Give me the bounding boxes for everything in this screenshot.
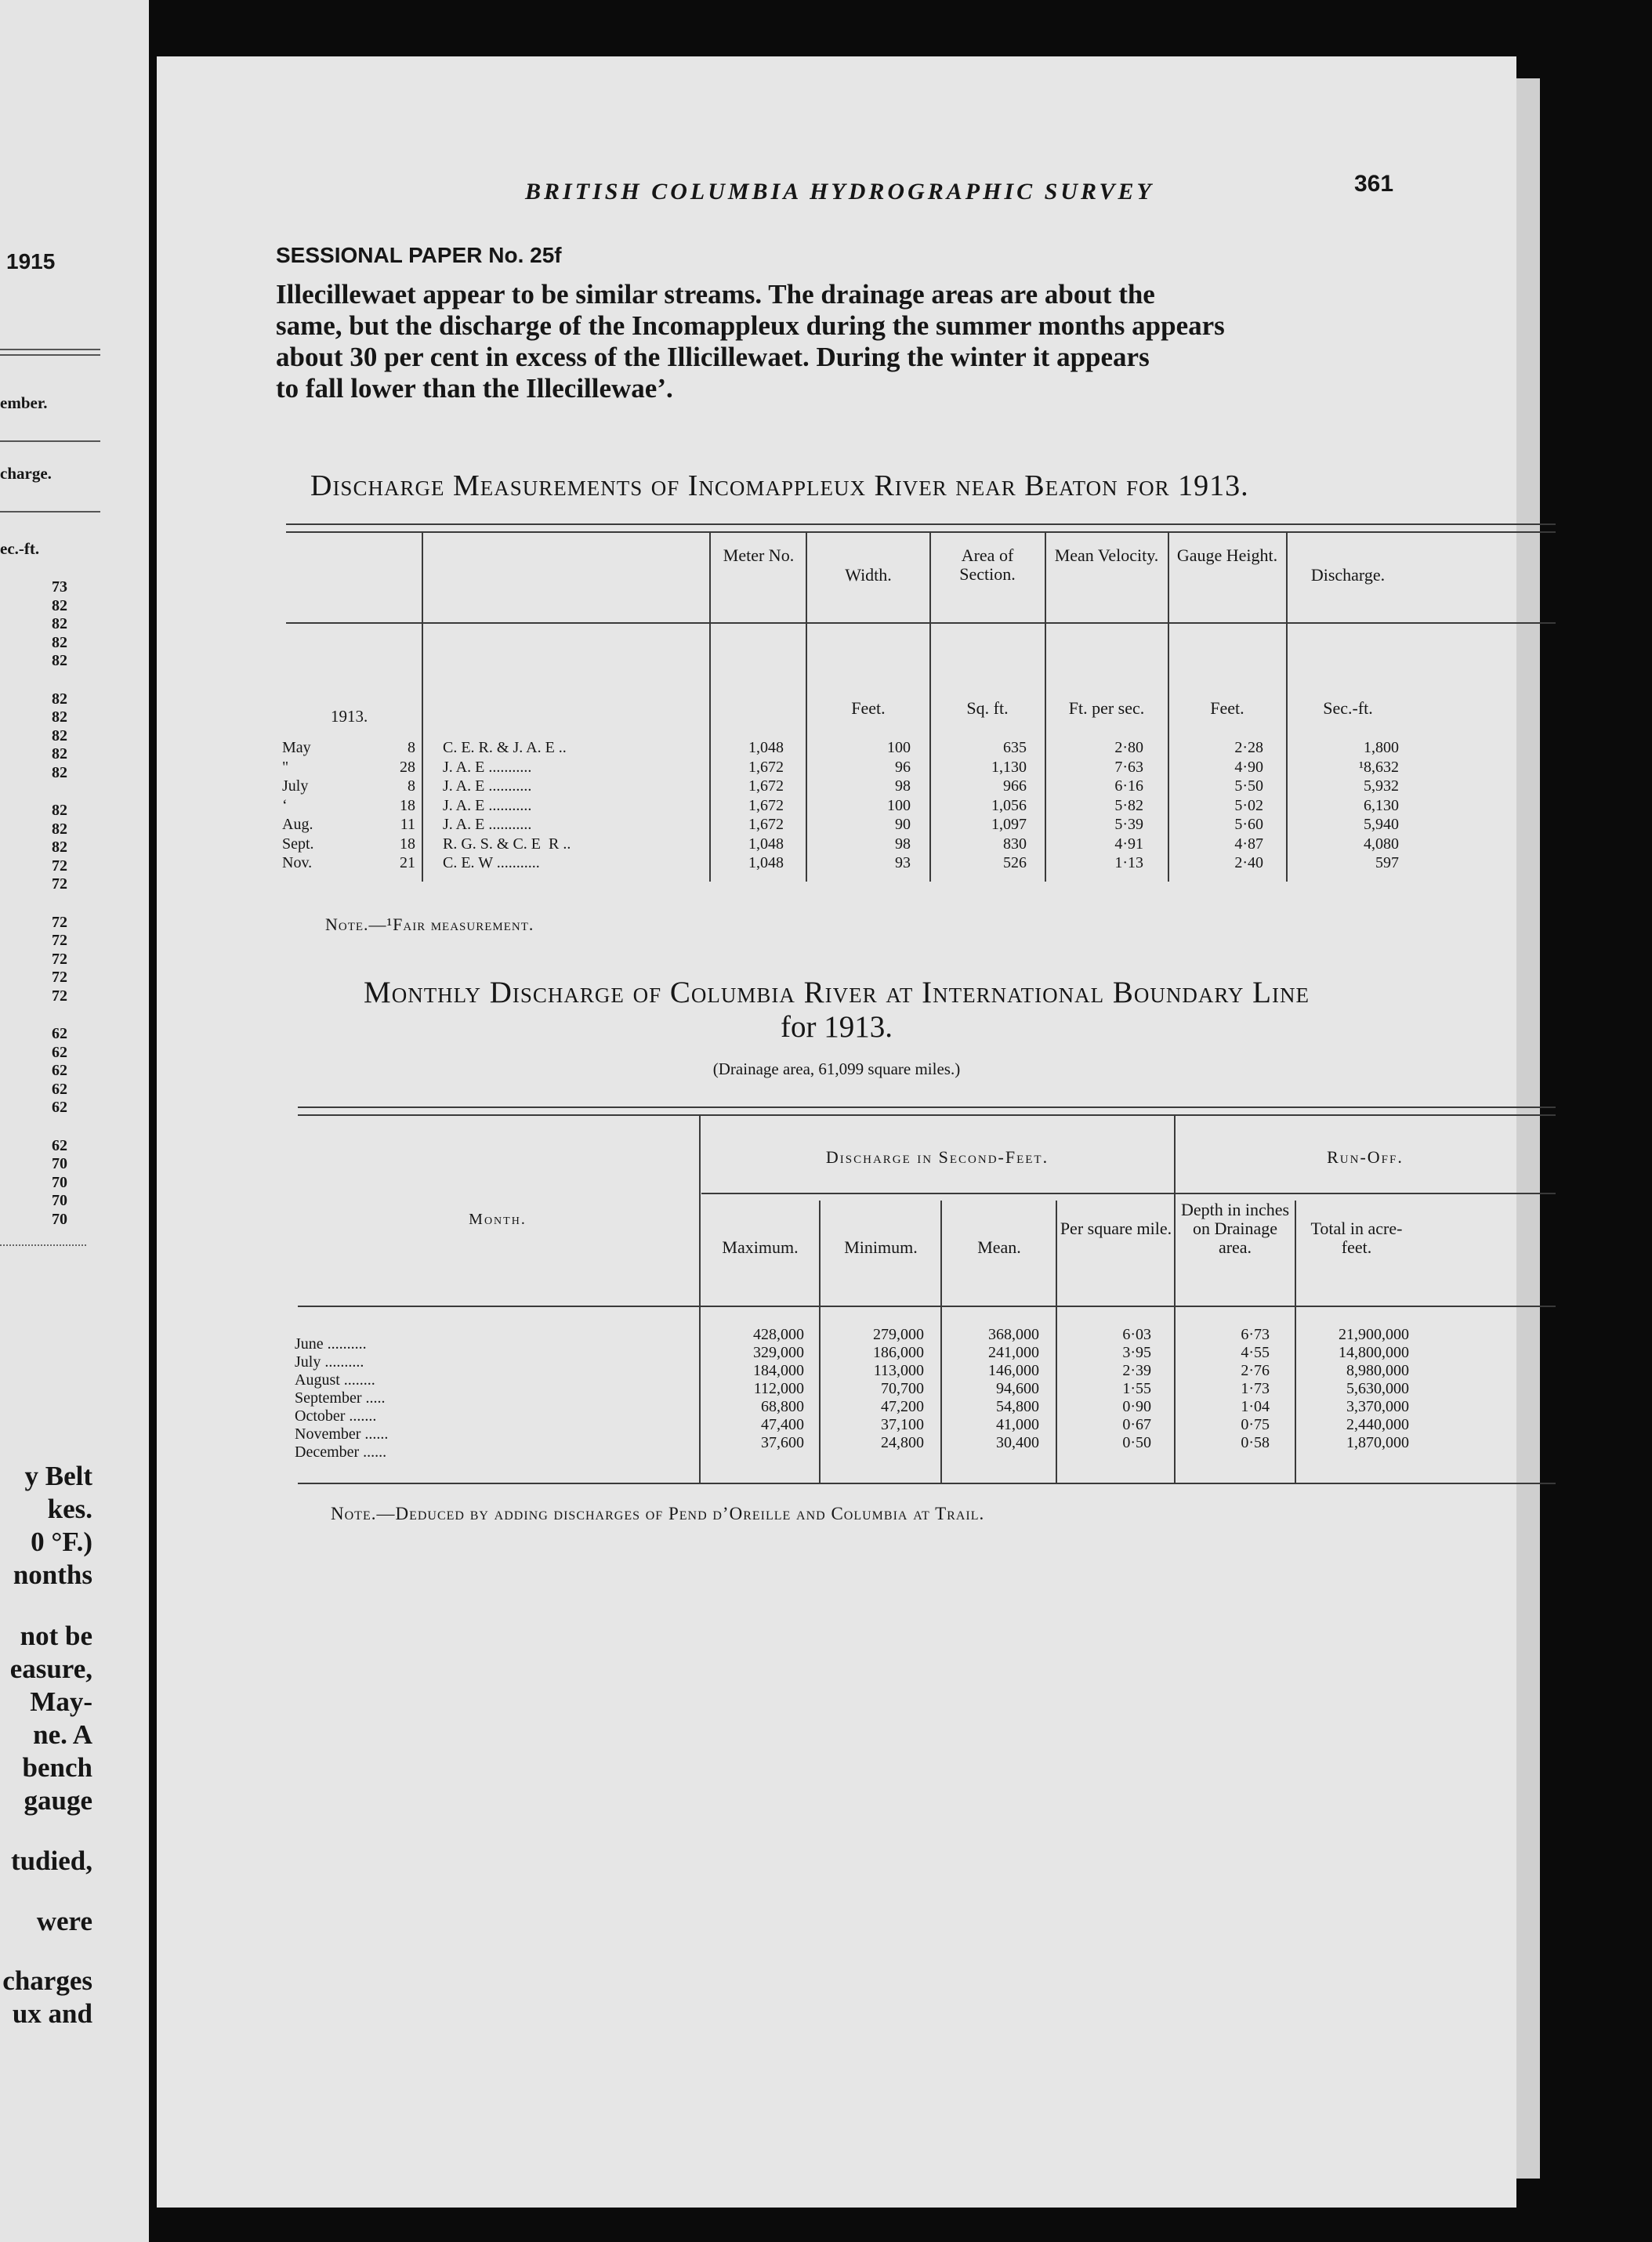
page-number: 361 bbox=[1354, 171, 1394, 197]
facing-page-text-line: ux and bbox=[12, 1998, 92, 2029]
facing-page-number: 82 bbox=[52, 802, 67, 819]
facing-page-fragment bbox=[0, 0, 149, 2242]
col-header-area: Area of Section. bbox=[959, 545, 1016, 584]
facing-page-number: 82 bbox=[52, 615, 67, 632]
facing-page-number: 62 bbox=[52, 1043, 67, 1061]
table2-note: Note.—Deduced by adding discharges of Pend d’Oreille and Columbia at Trail. bbox=[331, 1504, 985, 1523]
col-header-minimum: Minimum. bbox=[844, 1237, 918, 1257]
facing-page-number: 82 bbox=[52, 633, 67, 651]
col-header-width: Width. bbox=[845, 565, 892, 585]
col-minimum-values: 279,000 186,000 113,000 70,700 47,200 37,100 24,800 bbox=[873, 1326, 924, 1451]
col-depth-values: 6·73 4·55 2·76 1·73 1·04 0·75 0·58 bbox=[1241, 1326, 1270, 1451]
facing-page-number: 72 bbox=[52, 987, 67, 1005]
col-header-per-mile: Per square mile. bbox=[1060, 1219, 1172, 1238]
facing-page-text-line: y Belt bbox=[24, 1461, 92, 1491]
facing-page-text-line: nonths bbox=[13, 1559, 92, 1590]
unit-velocity: Ft. per sec. bbox=[1068, 698, 1145, 718]
col-header-gauge: Gauge Height. bbox=[1176, 545, 1278, 565]
facing-page-number: 72 bbox=[52, 857, 67, 875]
facing-page-number: 70 bbox=[52, 1192, 67, 1209]
col-gauge-values: 2·28 4·90 5·50 5·02 5·60 4·87 2·40 bbox=[1234, 739, 1263, 871]
facing-page-text-line: kes. bbox=[47, 1494, 92, 1524]
facing-page-number: 72 bbox=[52, 950, 67, 968]
facing-page-number: 82 bbox=[52, 838, 67, 856]
col-velocity-values: 2·80 7·63 6·16 5·82 5·39 4·91 1·13 bbox=[1114, 739, 1143, 871]
col-header-mean: Mean. bbox=[977, 1237, 1021, 1257]
table1-year: 1913. bbox=[331, 707, 368, 726]
intro-line: same, but the discharge of the Incomappleux during the summer months appears bbox=[276, 310, 1225, 341]
col-header-discharge: Discharge. bbox=[1310, 565, 1386, 585]
facing-page-number: 62 bbox=[52, 1025, 67, 1042]
col-mean-values: 368,000 241,000 146,000 94,600 54,800 41,000 30,400 bbox=[988, 1326, 1039, 1451]
intro-line: to fall lower than the Illecillewae’. bbox=[276, 373, 673, 404]
col-total-values: 21,900,000 14,800,000 8,980,000 5,630,000 3,370,000 2,440,000 1,870,000 bbox=[1339, 1326, 1409, 1451]
table2-title: Monthly Discharge of Columbia River at International Boundary Line bbox=[364, 976, 1310, 1009]
sessional-paper-label: SESSIONAL PAPER No. 25f bbox=[276, 243, 562, 267]
group-header-discharge: Discharge in Second-Feet. bbox=[825, 1147, 1049, 1167]
facing-page-number: 62 bbox=[52, 1080, 67, 1098]
facing-page-text-line: easure, bbox=[9, 1653, 92, 1684]
facing-page-number: 82 bbox=[52, 745, 67, 762]
facing-page-number: 72 bbox=[52, 913, 67, 931]
col-area-values: 635 1,130 966 1,056 1,097 830 526 bbox=[991, 739, 1027, 871]
col-maximum-values: 428,000 329,000 184,000 112,000 68,800 47,400 37,600 bbox=[753, 1326, 804, 1451]
facing-page-number: 62 bbox=[52, 1099, 67, 1116]
facing-page-text-line: gauge bbox=[24, 1785, 92, 1816]
col-header-total: Total in acre-feet. bbox=[1310, 1219, 1403, 1257]
unit-gauge: Feet. bbox=[1210, 698, 1244, 718]
facing-page-number: 70 bbox=[52, 1210, 67, 1228]
running-title: BRITISH COLUMBIA HYDROGRAPHIC SURVEY bbox=[525, 179, 1154, 205]
facing-page-number: 70 bbox=[52, 1155, 67, 1172]
table1-note: Note.—¹Fair measurement. bbox=[325, 915, 534, 934]
table1-title: Discharge Measurements of Incomappleux River near Beaton for 1913. bbox=[310, 469, 1249, 502]
facing-page-text-line: May- bbox=[30, 1686, 92, 1717]
facing-page-year: 1915 bbox=[6, 249, 56, 273]
group-header-runoff: Run-Off. bbox=[1327, 1147, 1404, 1167]
facing-page-number: 62 bbox=[52, 1136, 67, 1154]
facing-page-text-line: were bbox=[36, 1906, 92, 1936]
col-month-values: June .......... July .......... August ........ September ..... October ....... November ...... December ...... bbox=[295, 1335, 389, 1461]
table2-title-year: for 1913. bbox=[781, 1010, 893, 1044]
facing-page-number: 82 bbox=[52, 596, 67, 614]
facing-page-text-line: 0 °F.) bbox=[31, 1527, 92, 1557]
facing-page-number: 82 bbox=[52, 726, 67, 744]
facing-page-number: 82 bbox=[52, 820, 67, 838]
facing-page-number: 70 bbox=[52, 1173, 67, 1191]
facing-page-number: 72 bbox=[52, 875, 67, 893]
facing-page-discharge-fragment: charge. bbox=[0, 464, 52, 483]
intro-line: Illecillewaet appear to be similar streams. The drainage areas are about the bbox=[276, 279, 1155, 310]
table2-subtitle: (Drainage area, 61,099 square miles.) bbox=[712, 1059, 961, 1078]
facing-page-text-line: ne. A bbox=[33, 1719, 92, 1750]
col-header-maximum: Maximum. bbox=[722, 1237, 799, 1257]
unit-area: Sq. ft. bbox=[966, 698, 1009, 718]
document-page bbox=[157, 56, 1516, 2208]
unit-discharge: Sec.-ft. bbox=[1323, 698, 1373, 718]
facing-page-number: 72 bbox=[52, 969, 67, 986]
col-header-meter: Meter No. bbox=[723, 545, 795, 565]
col-month: May " July ‘ Aug. Sept. Nov. bbox=[282, 739, 314, 871]
page-edge bbox=[1516, 78, 1540, 2179]
facing-page-text-line: bench bbox=[22, 1752, 92, 1783]
facing-page-text-line: not be bbox=[20, 1621, 92, 1651]
facing-page-month-fragment: ember. bbox=[0, 393, 48, 412]
facing-page-number: 62 bbox=[52, 1062, 67, 1079]
col-width-values: 100 96 98 100 90 98 93 bbox=[887, 739, 911, 871]
facing-page-number: 82 bbox=[52, 652, 67, 669]
facing-page-number: 82 bbox=[52, 708, 67, 726]
col-discharge-values: 1,800 ¹8,632 5,932 6,130 5,940 4,080 597 bbox=[1359, 739, 1399, 871]
facing-page-number: 73 bbox=[52, 578, 67, 596]
facing-page-number: 72 bbox=[52, 932, 67, 949]
facing-page-number: 82 bbox=[52, 690, 67, 708]
col-meter-values: 1,048 1,672 1,672 1,672 1,672 1,048 1,048 bbox=[748, 739, 784, 871]
facing-page-text-line: tudied, bbox=[10, 1845, 92, 1876]
facing-page-text-line: charges bbox=[2, 1965, 92, 1996]
col-hydrographer: C. E. R. & J. A. E .. J. A. E ........... J. A. E ........... J. A. E ........... J. A. E ........... R. G. S. & C. E R .. C. E. W ........... bbox=[443, 739, 571, 871]
unit-width: Feet. bbox=[851, 698, 886, 718]
facing-page-number: 82 bbox=[52, 763, 67, 781]
facing-page-unit-fragment: ec.-ft. bbox=[0, 539, 40, 558]
col-header-velocity: Mean Velocity. bbox=[1054, 545, 1159, 565]
col-header-month: Month. bbox=[469, 1211, 527, 1228]
col-day: 8 28 8 18 11 18 21 bbox=[400, 739, 415, 871]
intro-line: about 30 per cent in excess of the Illicillewaet. During the winter it appears bbox=[276, 342, 1150, 372]
col-per-mile-values: 6·03 3·95 2·39 1·55 0·90 0·67 0·50 bbox=[1122, 1326, 1151, 1451]
col-header-depth: Depth in inches on Drainage area. bbox=[1180, 1200, 1290, 1257]
